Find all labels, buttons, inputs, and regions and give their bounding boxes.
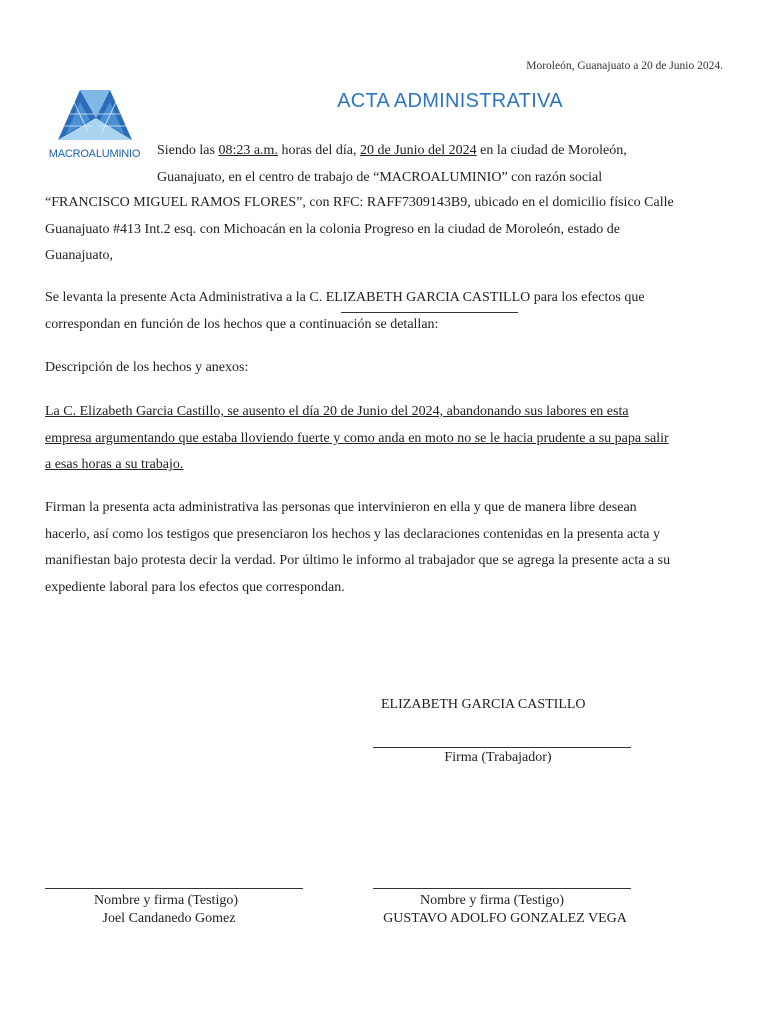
worker-name: ELIZABETH GARCIA CASTILLO	[381, 697, 586, 712]
document-date: Moroleón, Guanajuato a 20 de Junio 2024.	[526, 60, 723, 72]
levanta-line-1	[45, 285, 725, 312]
intro-line-5: Guanajuato,	[45, 248, 114, 264]
witness2-signature-line	[373, 888, 631, 889]
witness1-caption: Nombre y firma (Testigo)	[93, 893, 239, 908]
worker-signature-line	[373, 747, 631, 748]
intro-continuation	[45, 190, 725, 270]
name-underline	[341, 312, 518, 313]
firman-paragraph	[45, 495, 725, 602]
logo-wordmark: MACROALUMINIO	[48, 148, 141, 160]
descripcion-heading: Descripción de los hechos y anexos:	[45, 360, 249, 375]
employee-name: ELIZABETH GARCIA CASTILLO	[325, 290, 531, 305]
intro-time: 08:23 a.m.	[218, 143, 278, 158]
witness1-name: Joel Candanedo Gomez	[102, 911, 236, 926]
intro-text: Siendo las	[157, 143, 219, 158]
intro-line-1	[157, 143, 627, 159]
hechos-line-2: empresa argumentando que estaba lloviendo fuerte y como anda en moto no se le hacia prudente a su papa salir	[45, 430, 669, 446]
firman-line-4: expediente laboral para los efectos que correspondan.	[45, 580, 345, 596]
document-title: ACTA ADMINISTRATIVA	[337, 90, 563, 112]
intro-date: 20 de Junio del 2024	[359, 143, 477, 158]
hechos-paragraph	[45, 399, 725, 479]
hechos-line-1: La C. Elizabeth Garcia Castillo, se ausento el día 20 de Junio del 2024, abandonando sus labores en esta	[45, 404, 629, 419]
intro-line-2: Guanajuato, en el centro de trabajo de “MACROALUMINIO” con razón social	[157, 170, 603, 185]
witness1-signature-line	[45, 888, 303, 889]
firman-line-3: manifiestan bajo protesta decir la verdad. Por último le informo al trabajador que se agrega la presente acta a su	[45, 553, 671, 569]
hechos-line-3: a esas horas a su trabajo.	[45, 457, 184, 473]
witness2-name: GUSTAVO ADOLFO GONZALEZ VEGA	[383, 911, 627, 926]
intro-text: en la ciudad de Moroleón,	[476, 143, 627, 158]
levanta-line-2: correspondan en función de los hechos que a continuación se detallan:	[45, 316, 439, 332]
intro-line-3: “FRANCISCO MIGUEL RAMOS FLORES”, con RFC: RAFF7309143B9, ubicado en el domicilio físico Calle	[45, 195, 674, 210]
firman-line-2: hacerlo, así como los testigos que presenciaron los hechos y las declaraciones contenidas en la presenta acta y	[45, 526, 660, 542]
intro-line-4: Guanajuato #413 Int.2 esq. con Michoacán en la colonia Progreso en la ciudad de Moroleón, estado de	[45, 221, 620, 237]
worker-signature-caption: Firma (Trabajador)	[444, 750, 552, 765]
intro-text: horas del día,	[277, 143, 360, 158]
levanta-text: para los efectos que	[530, 290, 645, 305]
company-logo	[44, 74, 145, 164]
witness2-caption: Nombre y firma (Testigo)	[419, 893, 565, 908]
levanta-text: Se levanta la presente Acta Administrativa a la C.	[45, 290, 326, 305]
firman-line-1: Firman la presenta acta administrativa las personas que intervinieron en ella y que de manera libre desean	[45, 500, 637, 515]
